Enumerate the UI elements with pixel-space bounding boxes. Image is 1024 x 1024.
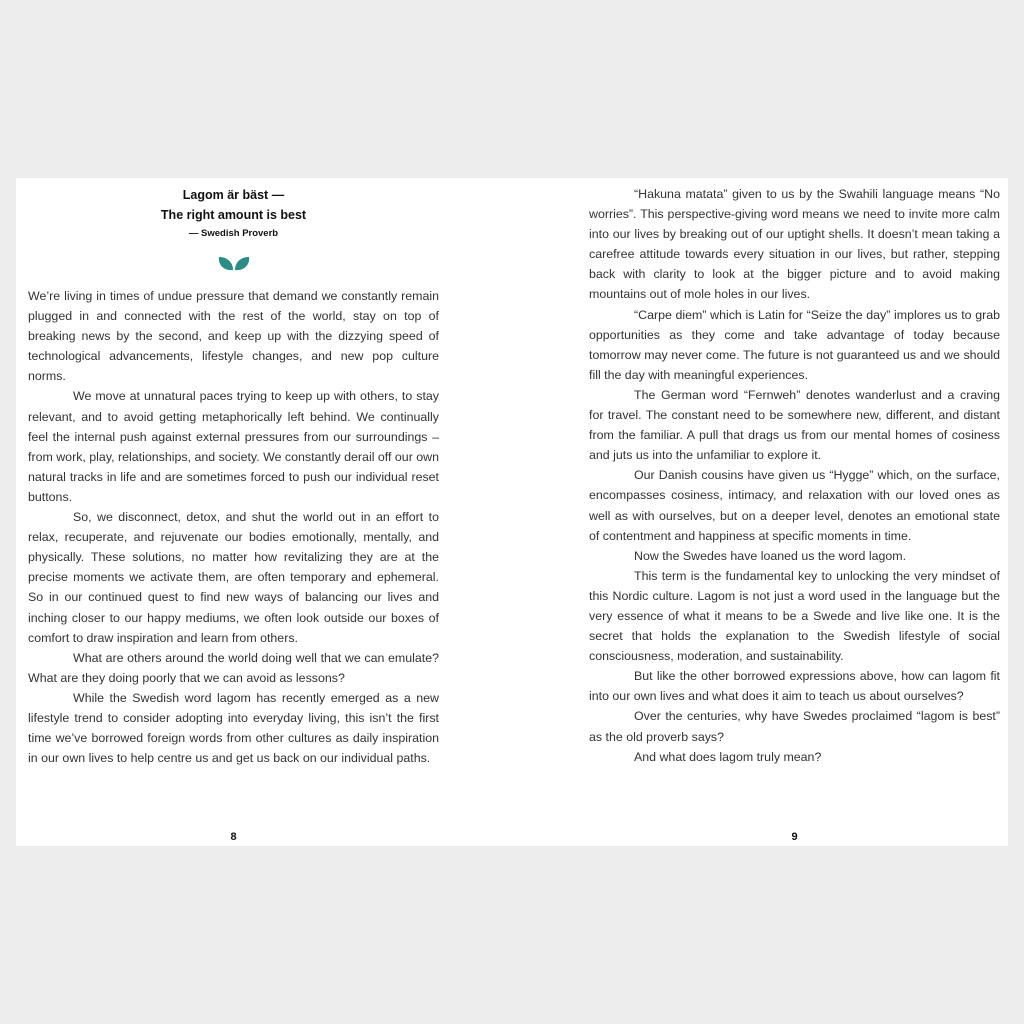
paragraph: Our Danish cousins have given us “Hygge” which, on the surface, encompasses cosiness, intimacy, and relaxation with our loved ones as well as with ourselves, but on a deeper level, denotes an emotional state of contentment and happiness at specific moments in time. xyxy=(589,468,1000,543)
paragraph: The German word “Fernweh” denotes wanderlust and a craving for travel. The constant need to be somewhere new, different, and distant from the familiar. A pull that drags us from our mental homes of cosiness and juts us into the unfamiliar to explore it. xyxy=(589,387,1000,463)
paragraph: “Hakuna matata” given to us by the Swahili language means “No worries”. This perspective-giving word means we need to invite more calm into our lives by breaking out of our uptight shells. It doesn’t mean taking a carefree attitude towards every situation in our lives, but rather, stepping back with clarity to look at the bigger picture and to avoid making mountains out of mole holes in our lives. xyxy=(589,187,1000,302)
paragraph: We’re living in times of undue pressure that demand we constantly remain plugged in and connected with the rest of the world, stay on top of breaking news by the second, and keep up with the dizzying speed of technological advancements, lifestyle changes, and new pop culture norms. xyxy=(28,289,439,384)
paragraph: Over the centuries, why have Swedes proclaimed “lagom is best” as the old proverb says? xyxy=(589,709,1000,744)
page-number-left: 8 xyxy=(230,831,237,843)
leaf-ornament-icon xyxy=(28,254,439,272)
paragraph: Now the Swedes have loaned us the word lagom. xyxy=(634,548,907,563)
epigraph-line-2: The right amount is best xyxy=(160,208,307,222)
book-spread xyxy=(16,178,1008,846)
page-number-right: 9 xyxy=(791,831,798,843)
epigraph-line-1: Lagom är bäst — xyxy=(182,188,285,202)
right-body-text xyxy=(589,184,1000,767)
epigraph xyxy=(28,185,439,242)
paragraph: But like the other borrowed expressions above, how can lagom fit into our own lives and what does it aim to teach us about ourselves? xyxy=(589,669,1000,704)
paragraph: We move at unnatural paces trying to keep up with others, to stay relevant, and to avoid getting metaphorically left behind. We continually feel the internal push against external pressures from our surroundings – from work, play, relationships, and society. We constantly derail off our own natural tracks in life and are sometimes forced to push our individual reset buttons. xyxy=(28,389,439,504)
epigraph-attribution: — Swedish Proverb xyxy=(188,228,279,239)
paragraph: “Carpe diem” which is Latin for “Seize the day” implores us to grab opportunities as they come and take advantage of today because tomorrow may never come. The future is not guaranteed us and we should fill the day with meaningful experiences. xyxy=(589,307,1000,382)
paragraph: So, we disconnect, detox, and shut the world out in an effort to relax, recuperate, and rejuvenate our bodies emotionally, mentally, and physically. These solutions, no matter how revitalizing they are at the precise moments we activate them, are often temporary and ephemeral. So in our continued quest to find new ways of balancing our lives and inching closer to our happy mediums, we often look outside our boxes of comfort to draw inspiration and learn from others. xyxy=(28,510,439,645)
paragraph: This term is the fundamental key to unlocking the very mindset of this Nordic culture. Lagom is not just a word used in the language but the very essence of what it means to be a Swede and live like one. It is the secret that holds the explanation to the Swedish lifestyle of social consciousness, moderation, and sustainability. xyxy=(589,568,1000,664)
paragraph: What are others around the world doing well that we can emulate? What are they doing poorly that we can avoid as lessons? xyxy=(28,650,439,685)
paragraph: And what does lagom truly mean? xyxy=(634,749,822,764)
left-page xyxy=(28,178,439,846)
paragraph: While the Swedish word lagom has recently emerged as a new lifestyle trend to consider adopting into everyday living, this isn’t the first time we’ve borrowed foreign words from other cultures as daily inspiration in our own lives to help centre us and get us back on our individual paths. xyxy=(28,690,439,766)
left-body-text xyxy=(28,286,439,768)
right-page xyxy=(589,178,1000,846)
